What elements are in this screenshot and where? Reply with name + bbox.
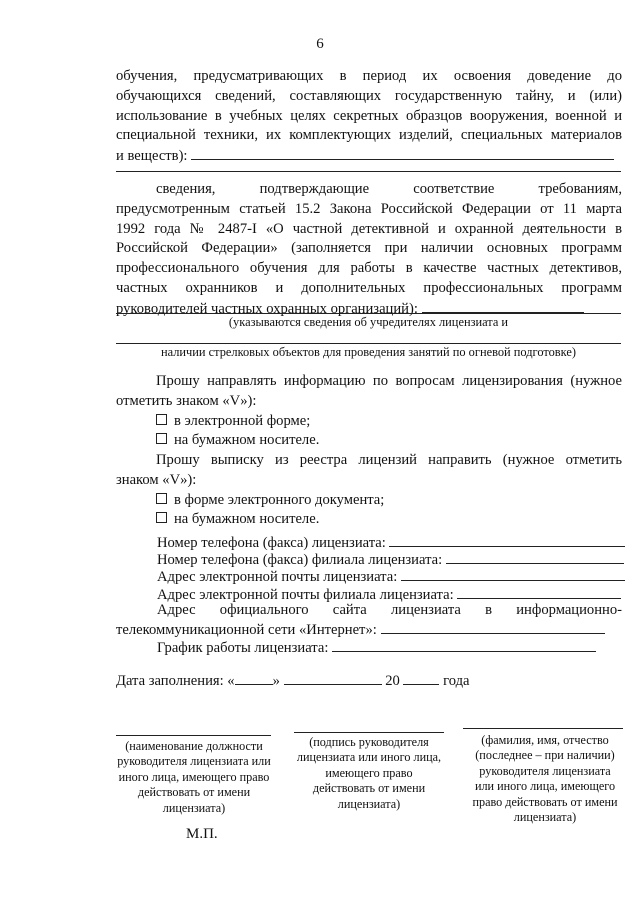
option-paper-document[interactable] (116, 510, 622, 530)
fullname-line[interactable] (463, 728, 623, 729)
text-line: Прошу выписку из реестра лицензий направить (нужное отметить (156, 452, 622, 468)
text-line: использование в учебных целях секретных образцов вооружения, военной и (116, 107, 622, 124)
schedule-label: График работы лицензиата: (157, 640, 329, 656)
paragraph-training-secrets (116, 67, 622, 167)
note-founders: (указываются сведения об учредителях лицензиата и (228, 315, 509, 329)
month-field[interactable] (284, 671, 382, 685)
fill-line[interactable] (422, 299, 584, 313)
option-paper[interactable] (116, 431, 622, 451)
schedule-field[interactable] (332, 638, 596, 652)
checkbox[interactable] (156, 433, 167, 444)
option-electronic-document[interactable] (116, 491, 622, 511)
text-line: Прошу направлять информацию по вопросам лицензирования (нужное (156, 373, 622, 389)
text-line-with-blank (116, 146, 622, 167)
fill-line[interactable] (116, 343, 621, 344)
website-label: телекоммуникационной сети «Интернет»: (116, 622, 377, 638)
text-line: знаком «V»): (116, 471, 197, 488)
text-line: Российской Федерации» (заполняется при наличии основных программ (116, 240, 622, 257)
text-line: обучающихся сведений, составляющих государственную тайну, и (или) (116, 87, 622, 104)
branch-phone-field[interactable] (446, 550, 624, 564)
schedule-row (157, 638, 596, 657)
phone-field[interactable] (389, 533, 625, 547)
website-row (116, 600, 622, 640)
phone-label: Номер телефона (факса) лицензиата: (157, 535, 386, 551)
option-label: в форме электронного документа; (174, 491, 385, 508)
fill-line[interactable] (116, 313, 621, 314)
text-line: профессионального обучения для работы в качестве частных детективов, (116, 260, 622, 277)
page-number: 6 (316, 36, 324, 52)
text-line: сведения, подтверждающие соответствие требованиям, (156, 181, 622, 197)
fill-line[interactable] (191, 146, 614, 160)
fullname-caption: (фамилия, имя, отчество (последнее – при наличии) руководителя лицензиата или иного лица, имеющего право действовать от имени лицензиата) (472, 733, 618, 825)
website-field[interactable] (381, 620, 605, 634)
option-electronic[interactable] (116, 412, 622, 432)
paragraph-detective-requirements (116, 180, 622, 320)
text-line: отметить знаком «V»): (116, 392, 257, 409)
text-line: руководителей частных охранных организаций): (116, 300, 418, 317)
option-label: в электронной форме; (174, 412, 311, 429)
website-line (116, 620, 622, 640)
checkbox[interactable] (156, 414, 167, 425)
text-line: предусмотренным статьей 15.2 Закона Российской Федерации от 11 марта (116, 200, 622, 217)
year-prefix: 20 (385, 673, 400, 689)
note-shooting-facilities: наличии стрелковых объектов для проведения занятий по огневой подготовке) (160, 345, 576, 359)
text-line: специальной техники, их комплектующих изделий, специальных материалов (116, 127, 622, 144)
option-label: на бумажном носителе. (174, 511, 320, 528)
branch-email-label: Адрес электронной почты филиала лицензиата: (157, 587, 454, 603)
date-label: Дата заполнения: « (116, 673, 235, 689)
email-row (157, 567, 625, 586)
info-request-paragraph (116, 372, 622, 451)
day-field[interactable] (235, 671, 273, 685)
option-label: на бумажном носителе. (174, 432, 320, 449)
signature-line[interactable] (294, 732, 444, 733)
fill-line[interactable] (116, 171, 621, 172)
date-row (116, 671, 470, 690)
branch-email-field[interactable] (457, 585, 621, 599)
stamp-place: М.П. (186, 826, 218, 842)
checkbox[interactable] (156, 493, 167, 504)
checkbox[interactable] (156, 512, 167, 523)
year-field[interactable] (403, 671, 439, 685)
text-line: 1992 года № 2487-I «О частной детективной и охранной деятельности в (116, 220, 622, 237)
signature-caption: (подпись руководителя лицензиата или иного лица, имеющего право действовать от имени лицензиата) (296, 735, 442, 811)
position-caption: (наименование должности руководителя лицензиата или иного лица, имеющего право действовать от имени лицензиата) (117, 739, 271, 815)
text-line: частных охранников и дополнительных профессиональных программ (116, 279, 622, 296)
text-line: и веществ): (116, 148, 188, 165)
extract-request-paragraph (116, 451, 622, 530)
year-suffix: года (443, 673, 470, 689)
text-line: обучения, предусматривающих в период их освоения доведение до (116, 68, 622, 84)
email-label: Адрес электронной почты лицензиата: (157, 569, 398, 585)
date-quote: » (272, 673, 280, 689)
branch-phone-label: Номер телефона (факса) филиала лицензиата: (157, 552, 443, 568)
website-label: Адрес официального сайта лицензиата в информационно- (157, 602, 622, 618)
position-line[interactable] (116, 735, 271, 736)
email-field[interactable] (401, 567, 625, 581)
